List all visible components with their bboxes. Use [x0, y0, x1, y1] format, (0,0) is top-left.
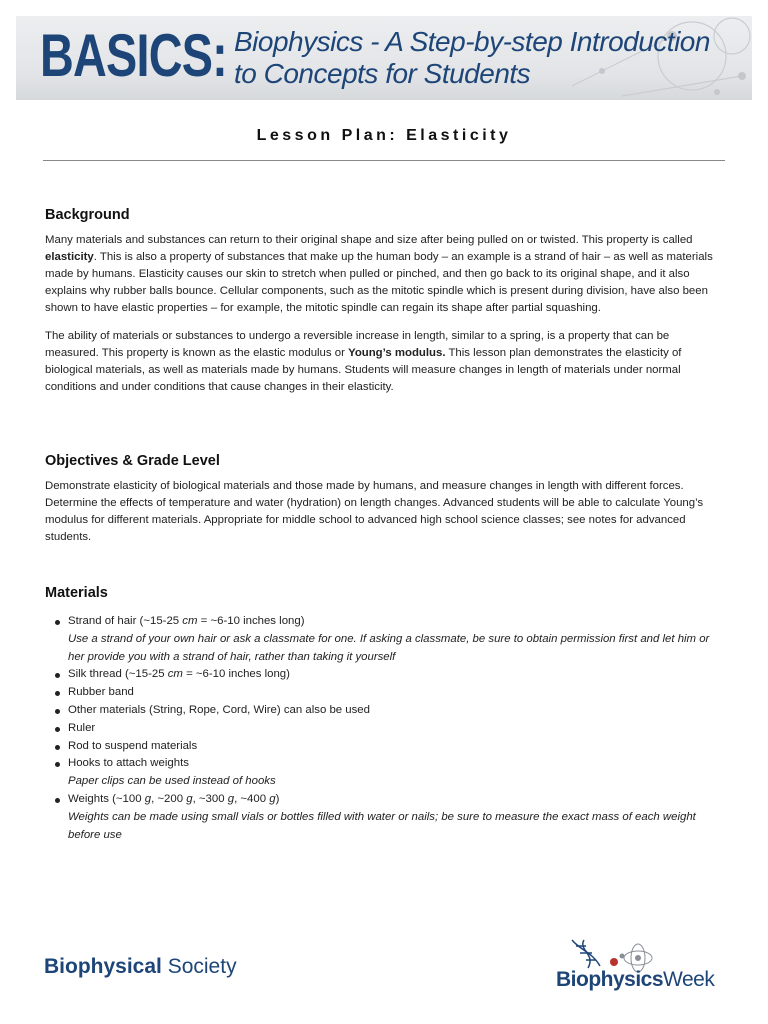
list-item: [45, 738, 725, 756]
unit: g: [227, 792, 235, 805]
unit: g: [269, 792, 276, 805]
bullet-icon: [55, 673, 60, 678]
text-run: , ~200: [151, 792, 187, 805]
bullet-icon: [55, 620, 60, 625]
banner-subtitle-line-2: to Concepts for Students: [234, 58, 531, 89]
text-run: = ~6-10 inches long): [182, 668, 290, 681]
text-run: Weights (~100: [68, 792, 145, 805]
objectives-section: [45, 453, 725, 546]
title-divider: [43, 160, 725, 161]
background-paragraph-2: [45, 328, 725, 396]
text-run: The ability of materials or substances to undergo a reversible increase in length, similar to a spring, is a property that can be measured. This property is known as the elastic modulus or: [45, 330, 670, 359]
text-run: Hooks to attach weights: [68, 757, 189, 770]
list-item: [45, 613, 725, 666]
materials-heading: Materials: [45, 585, 108, 601]
logo-text: Week: [663, 968, 715, 991]
background-section: [45, 207, 725, 396]
biophysics-week-logo: [552, 938, 728, 1000]
text-run: = ~6-10 inches long): [197, 615, 305, 627]
banner-brand: BASICS:: [40, 22, 227, 89]
bullet-icon: [55, 745, 60, 750]
materials-section: [45, 585, 725, 844]
logo-wordmark: [556, 968, 714, 992]
materials-list: [45, 613, 725, 844]
bullet-icon: [55, 709, 60, 714]
term-elasticity: elasticity: [45, 251, 94, 263]
objectives-heading: Objectives & Grade Level: [45, 453, 220, 469]
text-run: Silk thread (~15-25: [68, 668, 168, 681]
banner-subtitle-line-1: Biophysics - A Step-by-step Introduction: [234, 26, 710, 57]
list-item: [45, 684, 725, 702]
term-youngs-modulus: Young’s modulus.: [348, 347, 446, 359]
logo-text: Society: [161, 955, 237, 978]
biophysical-society-logo: [44, 955, 237, 979]
unit: g: [186, 792, 193, 805]
text-run: ): [275, 792, 280, 805]
text-run: , ~400: [234, 792, 270, 805]
unit: g: [144, 792, 152, 805]
text-run: Other materials (String, Rope, Cord, Wire) can also be used: [68, 703, 370, 716]
text-run: . This is also a property of substances that make up the human body – an example is a strand of hair – as well as materials made by humans. Elasticity causes our skin to stretch when pulled or pinched, and then go back to its original shape, and it also explains why rubber balls bounce. Cellular components, such as the mitotic spindle which is present during division, have also been shown to have elastic properties – for example, the mitotic spindle can regain its shape after partial squashing.: [45, 251, 713, 314]
background-heading: Background: [45, 207, 130, 223]
text-run: Strand of hair (~15-25: [68, 615, 183, 627]
bullet-icon: [55, 727, 60, 732]
item-note: Paper clips can be used instead of hooks: [68, 775, 276, 788]
background-paragraph-1: [45, 232, 725, 317]
text-run: This lesson plan demonstrates the elasticity of biological materials, as well as materials made by humans. Students will measure changes in length of materials under normal conditions and under conditions that cause changes in their elasticity.: [45, 347, 682, 393]
bullet-icon: [55, 691, 60, 696]
item-note: Weights can be made using small vials or bottles filled with water or nails; be sure to measure the exact mass of each weight before use: [68, 810, 696, 841]
unit: cm: [182, 615, 198, 627]
header-banner: [16, 16, 752, 100]
item-note: Use a strand of your own hair or ask a classmate for one. If asking a classmate, be sure to obtain permission first and let him or her provide you with a strand of hair, rather than taking it yourself: [68, 632, 710, 663]
text-run: Ruler: [68, 721, 96, 734]
page-title: Lesson Plan: Elasticity: [256, 127, 512, 144]
list-item: [45, 666, 725, 684]
bullet-icon: [55, 798, 60, 803]
list-item: [45, 755, 725, 791]
text-run: Many materials and substances can return to their original shape and size after being pulled on or twisted. This property is called: [45, 234, 693, 246]
logo-text-bold: Biophysical: [44, 955, 162, 978]
text-run: Rubber band: [68, 686, 134, 699]
text-run: , ~300: [192, 792, 228, 805]
list-item: [45, 720, 725, 738]
unit: cm: [167, 668, 183, 681]
text-run: Rod to suspend materials: [68, 739, 198, 752]
banner-subtitle: [234, 26, 710, 90]
list-item: [45, 791, 725, 844]
list-item: [45, 702, 725, 720]
bullet-icon: [55, 762, 60, 767]
objectives-paragraph: Demonstrate elasticity of biological materials and those made by humans, and measure changes in length with different forces. Determine the effects of temperature and water (hydration) on length changes. Advanced students will be able to calculate Young’s modulus for different materials. Appropriate for middle school to advanced high school science classes; see notes for advanced students.: [45, 480, 704, 543]
logo-text-bold: Biophysics: [556, 968, 664, 991]
